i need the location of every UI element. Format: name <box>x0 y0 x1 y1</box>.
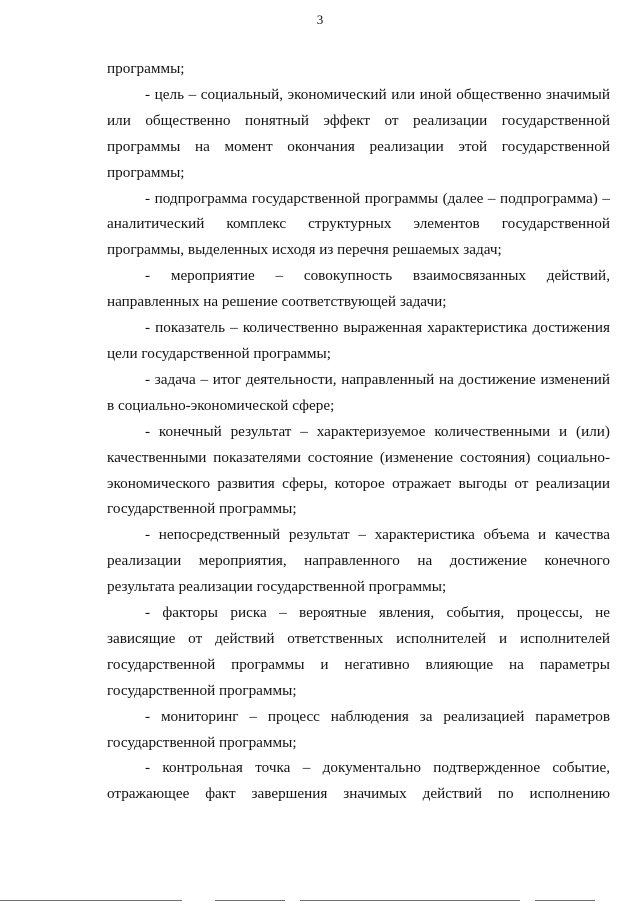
definition-monitoring: - мониторинг – процесс наблюдения за реализацией параметров государственной программы; <box>107 707 610 751</box>
definition-final-result: - конечный результат – характеризуемое количественными и (или) качественными показателями состояние (изменение состояния) социально-экономического развития сферы, которое отражает выгоды от реализации государственной программы; <box>107 422 610 518</box>
definition-subprogram: - подпрограмма государственной программы (далее – подпрограмма) – аналитический комплекс структурных элементов государственной программы, выделенных исходя из перечня решаемых задач; <box>107 189 610 259</box>
definition-checkpoint: - контрольная точка – документально подтвержденное событие, отражающее факт завершения значимых действий по исполнению <box>107 759 610 803</box>
page-number: 3 <box>316 12 324 27</box>
definition-direct-result: - непосредственный результат – характеристика объема и качества реализации мероприятия, направленного на достижение конечного результата реализации государственной программы; <box>107 526 610 596</box>
definition-task: - задача – итог деятельности, направленный на достижение изменений в социально-экономической сфере; <box>107 370 610 414</box>
paragraph-continuation: программы; <box>107 60 185 77</box>
document-body <box>107 56 610 807</box>
scan-artifact-line <box>215 900 285 901</box>
definition-goal: - цель – социальный, экономический или иной общественно значимый или общественно понятный эффект от реализации государственной программы на момент окончания реализации этой государственной программы; <box>107 85 610 181</box>
definition-risk-factors: - факторы риска – вероятные явления, события, процессы, не зависящие от действий ответственных исполнителей и исполнителей государственной программы и негативно влияющие на параметры государственной программы; <box>107 604 610 699</box>
definition-measure: - мероприятие – совокупность взаимосвязанных действий, направленных на решение соответствующей задачи; <box>107 267 610 311</box>
scan-artifact-line <box>535 900 595 901</box>
scan-artifact-line <box>0 900 182 901</box>
definition-indicator: - показатель – количественно выраженная характеристика достижения цели государственной программы; <box>107 319 610 362</box>
scan-artifact-line <box>300 900 520 901</box>
